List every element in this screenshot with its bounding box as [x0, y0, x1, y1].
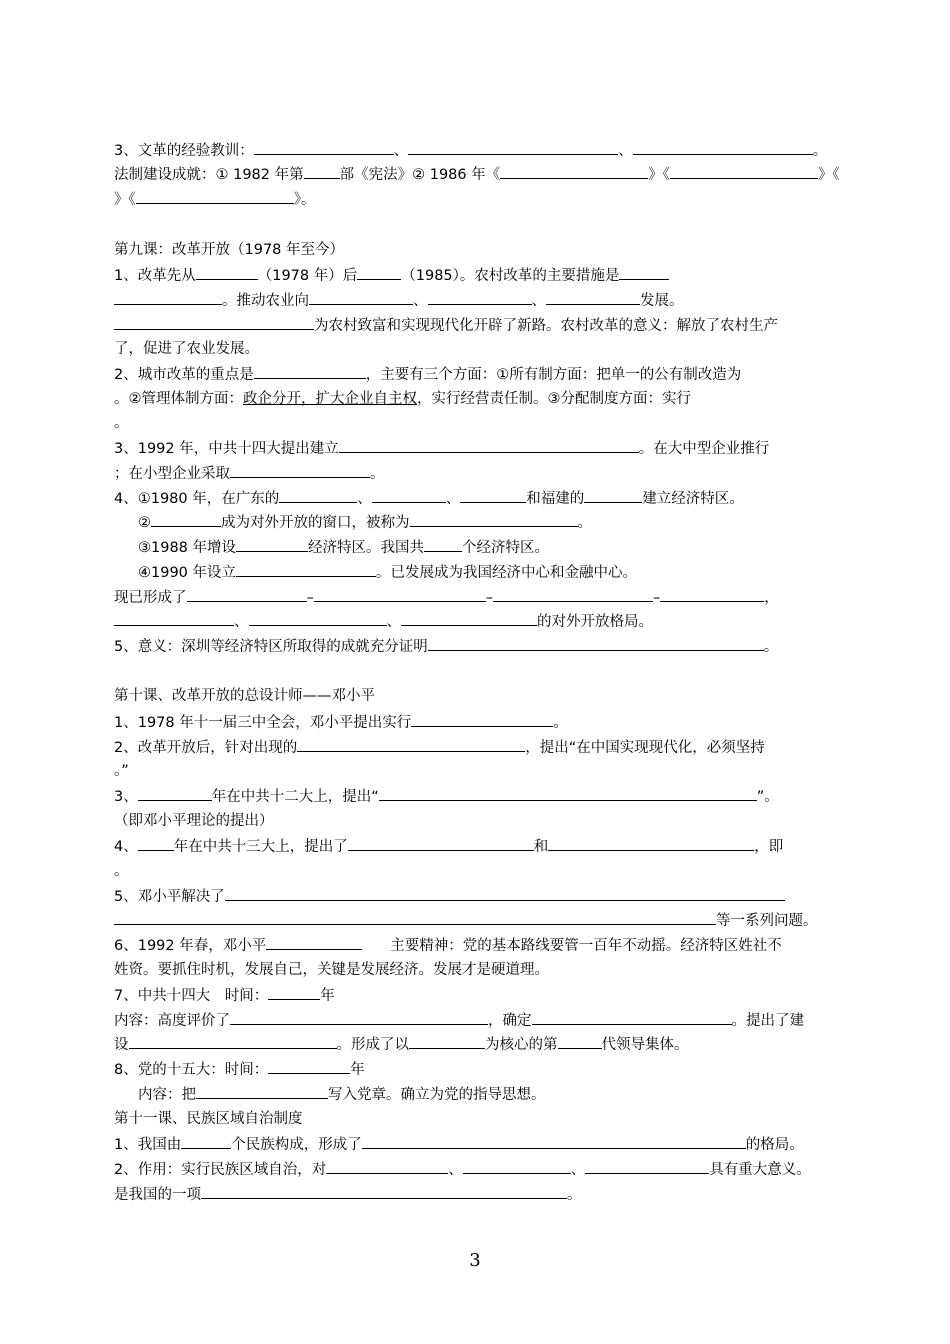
line-1: 3、文革的经验教训： 、 、 。 [114, 140, 827, 161]
blank[interactable] [424, 537, 462, 552]
blank[interactable] [633, 140, 813, 155]
line-27: 4、 年在中共十三大上，提出了 和 ，即 [114, 836, 783, 857]
line-40: 2、作用：实行民族区域自治，对 、 、 具有重大意义。 [114, 1159, 811, 1180]
blank[interactable] [460, 488, 526, 503]
line-28: 。 [114, 863, 129, 879]
line-23: 2、改革开放后，针对出现的 ，提出“在中国实现现代化，必须坚持 [114, 737, 765, 758]
blank[interactable] [463, 1159, 571, 1174]
blank[interactable] [268, 985, 320, 1000]
page-number: 3 [469, 1250, 481, 1271]
blank[interactable] [585, 1159, 709, 1174]
line-9: 2、城市改革的重点是 ，主要有三个方面：①所有制方面：把单一的公有制改造为 [114, 364, 741, 385]
line-22: 1、1978 年十一届三中全会，邓小平提出实行 。 [114, 712, 568, 733]
line-11: 。 [114, 415, 129, 431]
blank[interactable] [151, 512, 221, 527]
blank[interactable] [225, 886, 785, 901]
blank[interactable] [584, 488, 642, 503]
blank[interactable] [546, 290, 640, 305]
blank[interactable] [114, 910, 716, 925]
blank[interactable] [409, 1034, 485, 1049]
lesson-10-heading: 第十课、改革开放的总设计师——邓小平 [114, 688, 375, 704]
blank[interactable] [230, 1010, 488, 1025]
blank[interactable] [266, 935, 362, 950]
blank[interactable] [348, 836, 534, 851]
line-26: （即邓小平理论的提出） [114, 813, 274, 829]
line-12: 3、1992 年，中共十四大提出建立 。在大中型企业推行 [114, 438, 769, 459]
line-30: 等一系列问题。 [114, 910, 818, 931]
line-25: 3、 年在中共十二大上，提出“ ”。 [114, 786, 779, 807]
blank[interactable] [362, 1134, 746, 1149]
blank[interactable] [304, 164, 340, 179]
line-37: 内容：把 写入党章。确立为党的指导思想。 [138, 1084, 546, 1105]
line-33: 7、中共十四大 时间： 年 [114, 985, 335, 1006]
line-13: ；在小型企业采取 。 [114, 463, 385, 484]
lesson-9-heading: 第九课：改革开放（1978 年至今） [114, 242, 345, 258]
line-7: 为农村致富和实现现代化开辟了新路。农村改革的意义：解放了农村生产 [114, 315, 778, 336]
blank[interactable] [309, 290, 413, 305]
blank[interactable] [138, 786, 212, 801]
blank[interactable] [428, 290, 532, 305]
blank[interactable] [411, 712, 553, 727]
line-2: 法制建设成就：① 1982 年第 部《宪法》② 1986 年《 》《 》《 [114, 164, 840, 185]
blank[interactable] [500, 164, 648, 179]
line-3: 》《 》。 [114, 189, 316, 210]
line-8: 了，促进了农业发展。 [114, 341, 259, 357]
blank[interactable] [201, 1184, 567, 1199]
blank[interactable] [372, 488, 446, 503]
line-34: 内容：高度评价了 ，确定 。提出了建 [114, 1010, 804, 1031]
blank[interactable] [249, 611, 387, 626]
blank[interactable] [129, 1034, 337, 1049]
blank[interactable] [314, 587, 486, 602]
blank[interactable] [196, 265, 258, 280]
blank[interactable] [196, 1084, 328, 1099]
blank[interactable] [268, 1059, 350, 1074]
line-31: 6、1992 年春，邓小平 主要精神：党的基本路线要管一百年不动摇。经济特区姓社不 [114, 935, 782, 956]
lesson-11-heading: 第十一课、民族区域自治制度 [114, 1111, 303, 1127]
line-36: 8、党的十五大：时间： 年 [114, 1059, 365, 1080]
line-18: 现已形成了 – – – ， [114, 587, 779, 608]
line-5: 1、改革先从 （1978 年）后 （1985）。农村改革的主要措施是 [114, 265, 669, 286]
blank[interactable] [670, 164, 818, 179]
line-39: 1、我国由 个民族构成，形成了 的格局。 [114, 1134, 804, 1155]
blank[interactable] [357, 265, 401, 280]
blank[interactable] [619, 265, 669, 280]
blank[interactable] [138, 836, 174, 851]
line-14: 4、①1980 年，在广东的 、 、 和福建的 建立经济特区。 [114, 488, 744, 509]
blank[interactable] [136, 189, 294, 204]
blank[interactable] [379, 786, 757, 801]
blank[interactable] [254, 364, 366, 379]
line-35: 设 。形成了以 为核心的第 代领导集体。 [114, 1034, 689, 1055]
blank[interactable] [401, 611, 537, 626]
blank[interactable] [493, 587, 653, 602]
blank[interactable] [326, 1159, 448, 1174]
blank[interactable] [339, 438, 639, 453]
blank[interactable] [181, 1134, 231, 1149]
blank[interactable] [114, 315, 314, 330]
blank[interactable] [548, 836, 754, 851]
line-17: ④1990 年设立 。已发展成为我国经济中心和金融中心。 [138, 562, 637, 583]
blank[interactable] [532, 1010, 732, 1025]
blank[interactable] [254, 140, 394, 155]
blank[interactable] [558, 1034, 602, 1049]
blank[interactable] [114, 290, 222, 305]
blank[interactable] [230, 463, 370, 478]
line-20: 5、意义：深圳等经济特区所取得的成就充分证明 。 [114, 636, 778, 657]
blank[interactable] [428, 636, 764, 651]
line-32: 姓资。要抓住时机，发展自己，关键是发展经济。发展才是硬道理。 [114, 962, 549, 978]
blank[interactable] [279, 488, 357, 503]
line-24: 。” [114, 763, 129, 779]
line-10: 。②管理体制方面：政企分开，扩大企业自主权，实行经营责任制。③分配制度方面：实行 [114, 391, 691, 407]
blank[interactable] [114, 611, 234, 626]
line-41: 是我国的一项 。 [114, 1184, 582, 1205]
blank[interactable] [408, 140, 618, 155]
blank[interactable] [187, 587, 307, 602]
blank[interactable] [297, 737, 525, 752]
blank[interactable] [410, 512, 578, 527]
line-29: 5、邓小平解决了 [114, 886, 785, 907]
blank[interactable] [660, 587, 764, 602]
blank[interactable] [236, 562, 376, 577]
blank[interactable] [236, 537, 308, 552]
line-15: ② 成为对外开放的窗口，被称为 。 [138, 512, 592, 533]
line-6: 。推动农业向 、 、 发展。 [114, 290, 684, 311]
line-19: 、 、 的对外开放格局。 [114, 611, 653, 632]
line-16: ③1988 年增设 经济特区。我国共 个经济特区。 [138, 537, 549, 558]
